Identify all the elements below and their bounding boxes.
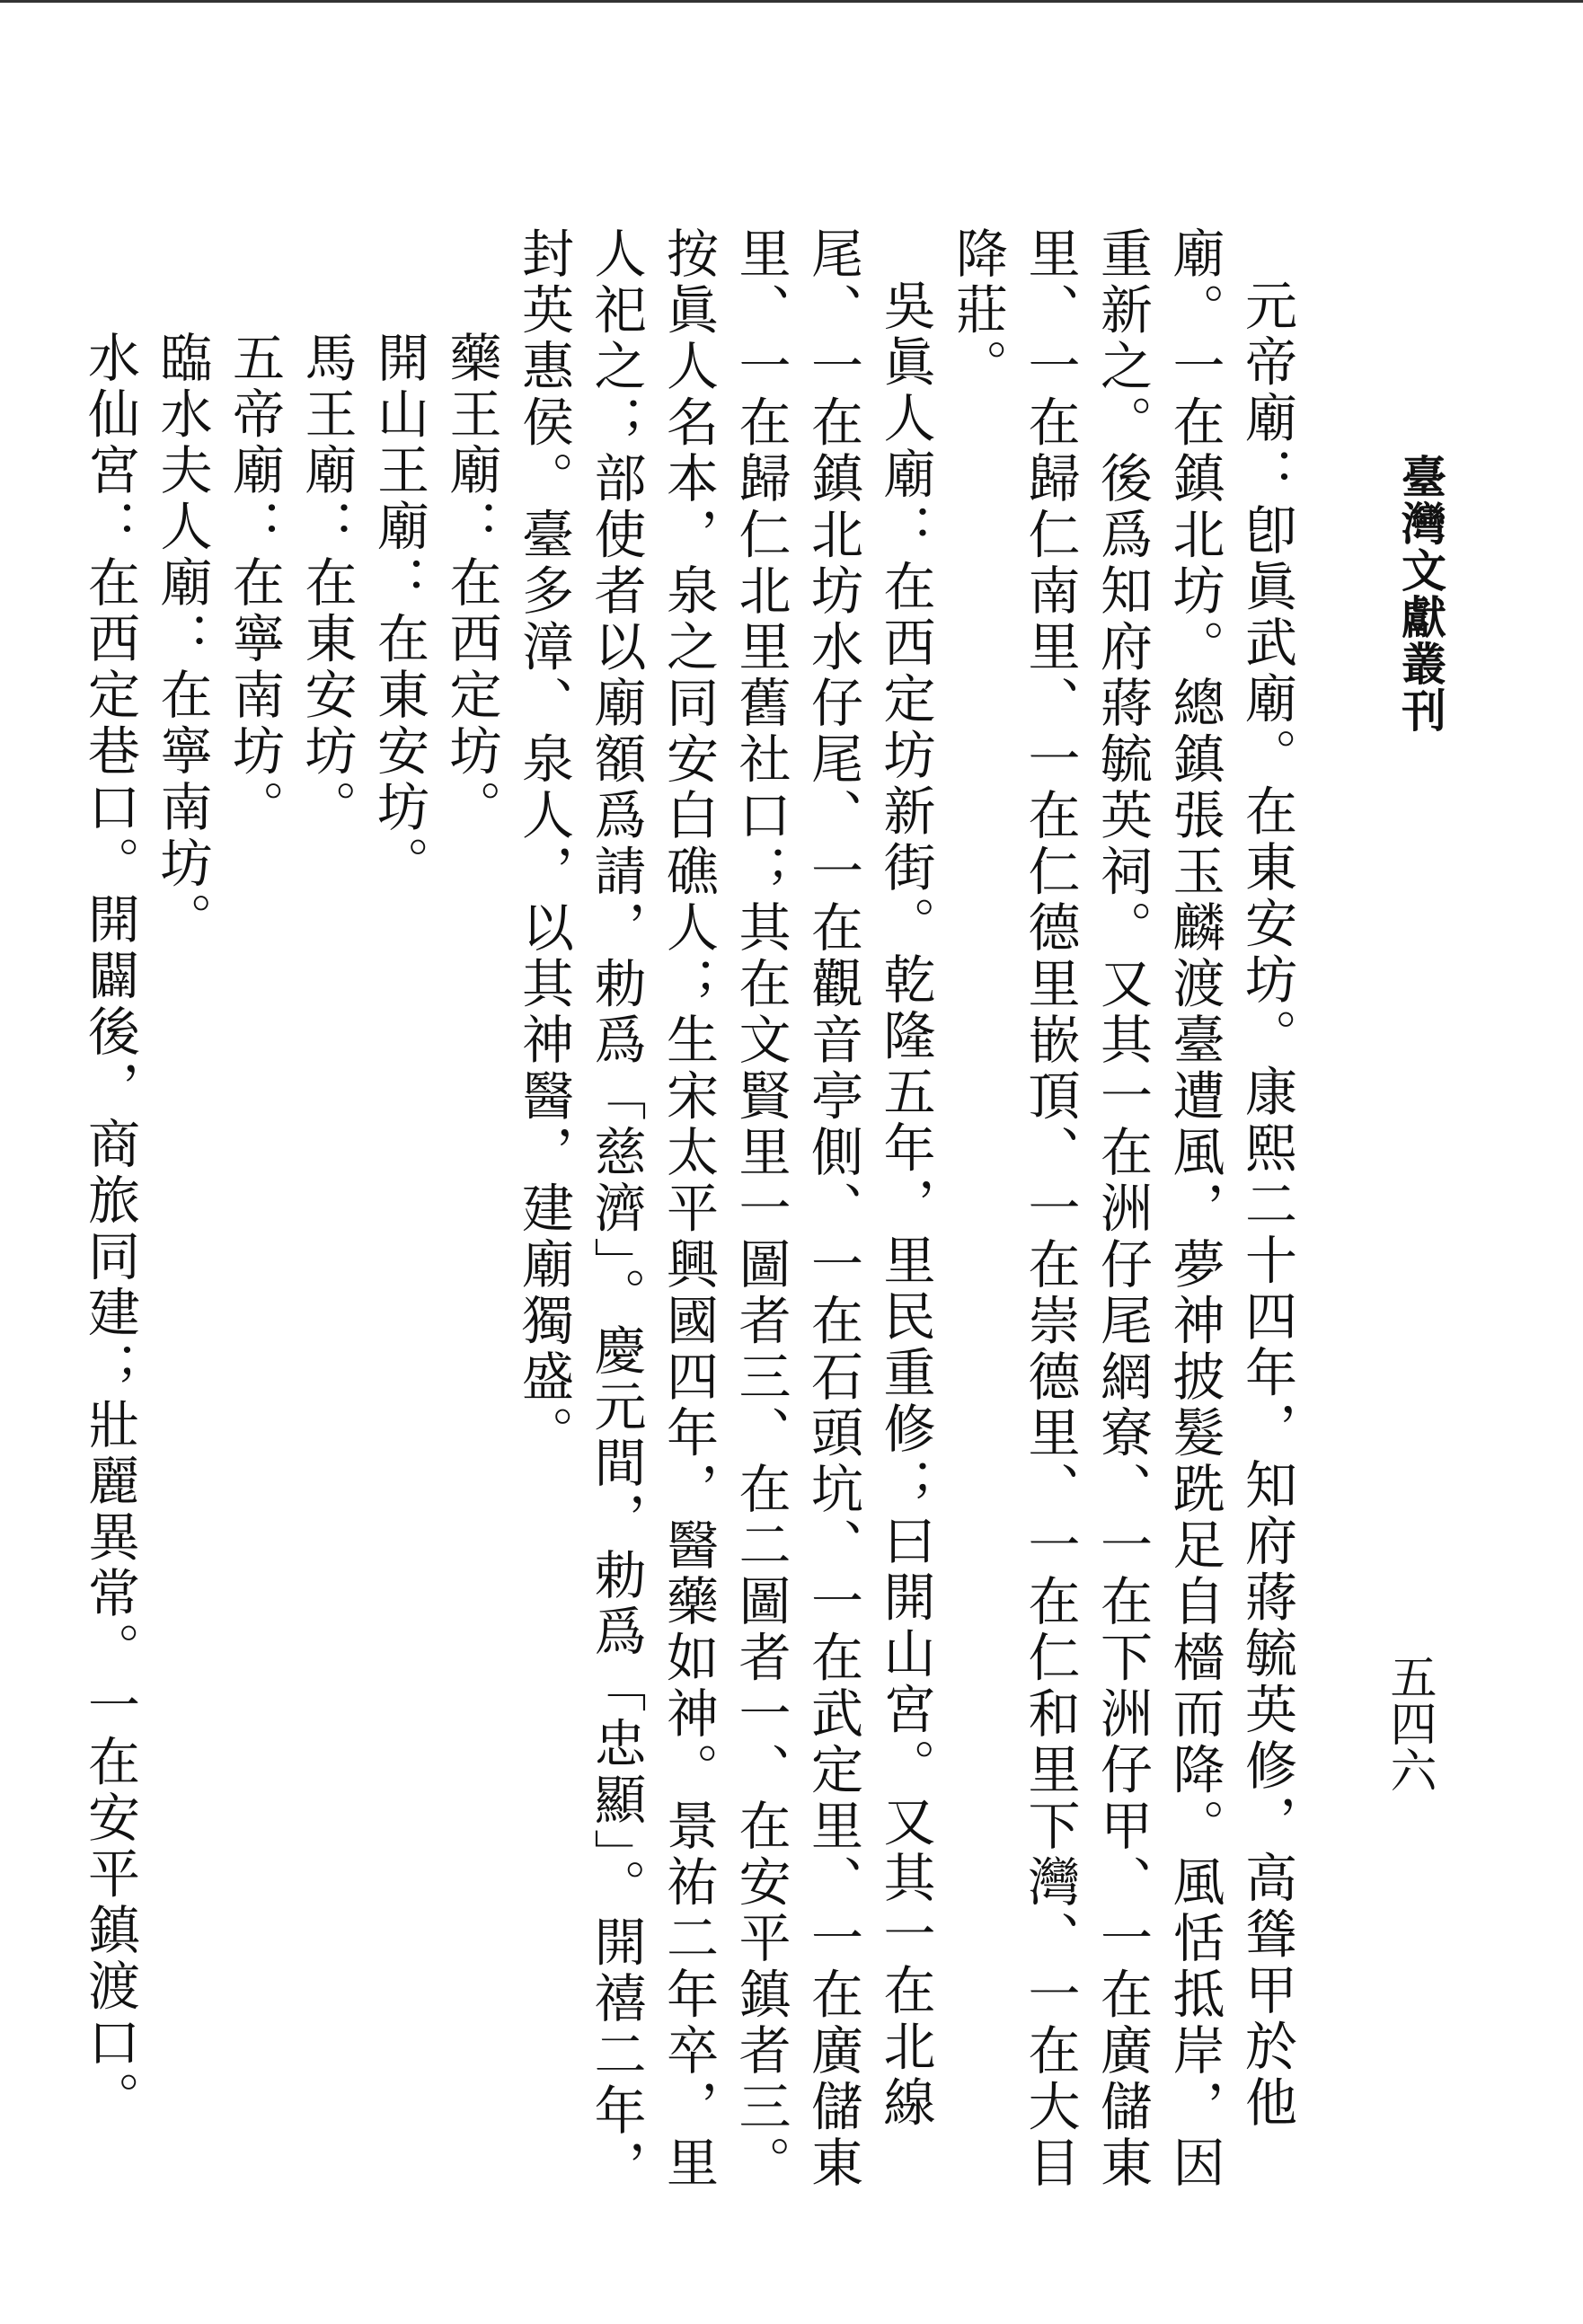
entry-mawang-temple	[290, 226, 363, 2216]
text-line: 吳眞人廟：在西定坊新街。乾隆五年，里民重修；曰開山宮。又其一在北線尾、一	[802, 226, 936, 2132]
text-line: 五帝廟：在寧南坊。	[224, 331, 285, 836]
text-line: 馬王廟：在東安坊。	[296, 331, 358, 836]
text-line: 開山王廟：在東安坊。	[368, 331, 429, 892]
paragraph-wu-zhenren-temple	[508, 226, 942, 2216]
top-border-line	[0, 0, 1583, 3]
entry-yaowang-temple	[435, 226, 508, 2216]
text-line: 神醫，建廟獨盛。	[513, 1012, 574, 1462]
entry-linshui-furen-temple	[146, 226, 218, 2216]
entry-kaishanwang-temple	[363, 226, 436, 2216]
running-title: 臺灣文獻叢刊	[1394, 454, 1447, 734]
text-line: 北里舊社口；其在文賢里一圖者三、在二圖者一、在安平鎮者三。按眞人名本，泉之同	[658, 226, 792, 2192]
text-line: 臨水夫人廟：在寧南坊。	[151, 331, 213, 949]
page-number: 五四六	[1382, 1653, 1436, 1793]
text-line: 藥王廟：在西定坊。	[440, 331, 502, 836]
paragraph-yuandi-temple	[942, 226, 1304, 2216]
entry-wudi-temple	[218, 226, 291, 2216]
text-line: 一在仁德里嵌頂、一在崇德里、一在仁和里下灣、一在大目降莊。	[947, 226, 1081, 2192]
text-line: 安白礁人；生宋太平興國四年，醫藥如神。景祐二年卒，里人祀之；部使者以廟額爲請	[585, 226, 719, 2192]
text-line: 知府蔣毓英祠。又其一在洲仔尾網寮、一在下洲仔甲、一在廣儲東里、一在歸仁南里、	[1019, 226, 1153, 2192]
text-line: 在鎮北坊。總鎮張玉麟渡臺遭風，夢神披髮跣足自檣而降。風恬抵岸，因重新之。後爲	[1092, 226, 1225, 2192]
text-line: 水仙宮：在西定巷口。開闢後，商旅同建；壯麗異常。一在安平鎮渡口。	[79, 331, 140, 2127]
entry-shuixian-palace	[74, 226, 146, 2216]
body-text	[79, 226, 1303, 2216]
text-line: 在鎮北坊水仔尾、一在觀音亭側、一在石頭坑、一在武定里、一在廣儲東里、一在歸仁	[730, 226, 863, 2192]
text-line: 元帝廟：卽眞武廟。在東安坊。康熙二十四年，知府蔣毓英修，高聳甲於他廟。一	[1163, 226, 1297, 2132]
text-line: ，勅爲「慈濟」。慶元間，勅爲「忠顯」。開禧二年，封英惠侯。臺多漳、泉人，以其	[513, 226, 647, 2196]
